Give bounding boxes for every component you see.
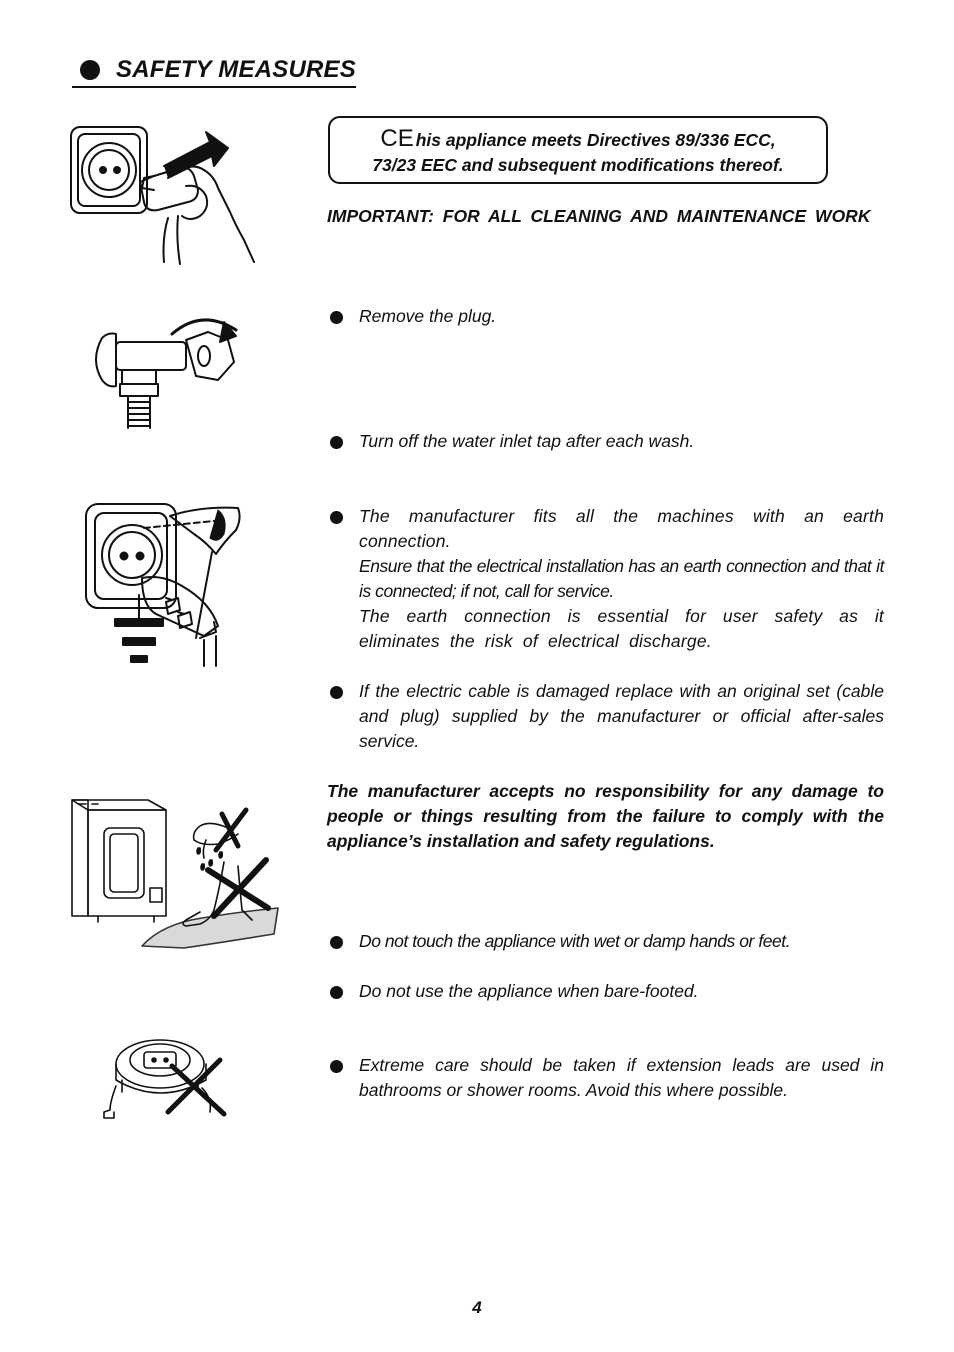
list-item-earth-connection <box>328 504 884 654</box>
list-item-text: Turn off the water inlet tap after each wash. <box>359 431 695 451</box>
remove-plug-illustration <box>68 124 268 266</box>
list-item-text: Do not touch the appliance with wet or damp hands or feet. <box>359 931 791 951</box>
liability-warning: The manufacturer accepts no responsibility for any damage to people or things resulting from the failure to comply with the appliance’s installation and safety regulations. <box>327 781 884 851</box>
list-item-text: The manufacturer fits all the machines with an earth connection. Ensure that the electrical installation has an earth connection and that it is connected; if not, call for service. The earth connection is essential for user safety as it eliminates the risk of electrical discharge. <box>359 506 884 651</box>
list-item-text: Extreme care should be taken if extension leads are used in bathrooms or shower rooms. Avoid this where possible. <box>359 1055 884 1100</box>
water-tap-illustration <box>92 312 242 434</box>
ce-notice-box <box>328 116 828 184</box>
list-item-wet-hands <box>328 929 884 954</box>
page-title-text: SAFETY MEASURES <box>116 56 356 83</box>
bullet-icon <box>330 311 343 324</box>
ce-notice-line-1: CE his appliance meets Directives 89/336 ECC, <box>380 125 776 152</box>
list-item-bare-feet <box>328 979 884 1004</box>
bullet-icon <box>330 686 343 699</box>
list-item-extension <box>328 1053 884 1103</box>
list-item-text: Remove the plug. <box>359 306 497 326</box>
bullet-icon <box>330 936 343 949</box>
bullet-icon <box>330 436 343 449</box>
important-heading: IMPORTANT: FOR ALL CLEANING AND MAINTENANCE WORK <box>327 206 871 226</box>
list-item-remove-plug <box>328 304 884 329</box>
list-item-water-tap <box>328 429 884 454</box>
page-number: 4 <box>472 1298 482 1317</box>
list-item-text: Do not use the appliance when bare-footed. <box>359 981 699 1001</box>
page-title <box>72 56 356 88</box>
bullet-icon <box>330 986 343 999</box>
extension-lead-illustration <box>102 1030 228 1120</box>
earth-connection-illustration <box>82 500 252 668</box>
bullet-icon <box>330 511 343 524</box>
wet-hands-bare-feet-illustration <box>68 788 282 952</box>
ce-mark-icon: CE <box>380 125 414 152</box>
list-item-cable <box>328 679 884 754</box>
bullet-icon <box>80 60 100 80</box>
bullet-icon <box>330 1060 343 1073</box>
ce-notice-line-2: 73/23 EEC and subsequent modifications thereof. <box>372 155 784 175</box>
list-item-text: If the electric cable is damaged replace with an original set (cable and plug) supplied by the manufacturer or official after-sales service. <box>359 681 884 751</box>
